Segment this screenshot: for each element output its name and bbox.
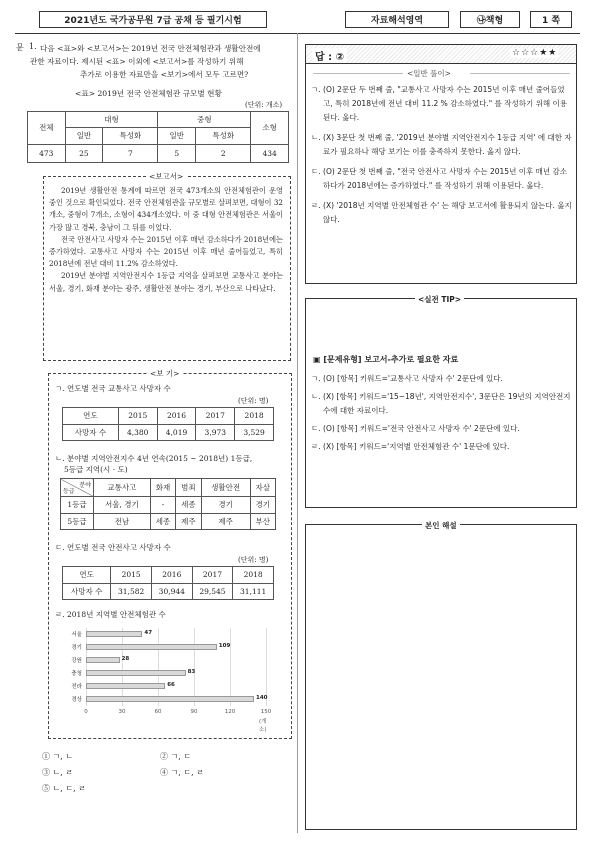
td-medium-special: 2 (196, 144, 251, 162)
chart-gridline (86, 628, 87, 706)
answer-label: 답 : ② (312, 48, 347, 63)
d-r2: 30,944 (151, 583, 192, 600)
option-1[interactable]: ① ㄱ, ㄴ (42, 752, 74, 761)
th-small: 소형 (251, 112, 289, 145)
option-2[interactable]: ② ㄱ, ㄷ (160, 752, 192, 761)
n-title-line: 5등급 지역(시 · 도) (64, 465, 128, 474)
g-r0: 사망자 수 (63, 424, 119, 441)
stem-line: 추가로 이용한 자료만을 <보기>에서 모두 고르면? (80, 70, 249, 79)
tip-title: <실전 TIP> (415, 294, 464, 305)
report-paragraph: 2019년 분야별 지역안전지수 1등급 지역을 살펴보면 교통사고 분야는 서울, 경기, 화재 분야는 광주, 생활안전 분야는 경기, 부산으로 나타났다. (49, 271, 283, 293)
chart-gridline (158, 628, 159, 706)
n-h2: 화재 (150, 479, 175, 497)
n-r2-0: 5등급 (61, 513, 94, 530)
chart-value-label: 140 (256, 695, 268, 701)
chart-bar (86, 683, 165, 689)
chart-value-label: 109 (218, 643, 231, 649)
n-h4: 생활안전 (201, 479, 250, 497)
chart-x-tick-label: 90 (190, 709, 198, 715)
chart-category-label: 경기 (71, 645, 82, 651)
tip-item: ㄹ. (X) [항목] 키워드='지역별 안전체험관 수' 1문단에 있다. (311, 442, 510, 451)
chart-category-label: 서울 (71, 632, 82, 638)
g-r3: 3,973 (196, 424, 235, 441)
g-r1: 4,380 (118, 424, 157, 441)
chart-gridline (194, 628, 195, 706)
section-label: 자료해석영역 (345, 11, 449, 28)
td-large-general: 25 (65, 144, 103, 162)
chart-value-label: 66 (167, 682, 175, 688)
g-h2: 2016 (157, 408, 196, 425)
tip-item: ㄱ. (O) [항목] 키워드='교통사고 사망자 수' 2문단에 있다. (311, 374, 503, 383)
explain-rule-left (313, 73, 403, 74)
explain-title: <일반 풀이> (407, 69, 451, 78)
chart-category-label: 강원 (71, 658, 82, 664)
question-number: 1. (29, 42, 37, 51)
region-bar-chart (60, 624, 280, 734)
chart-x-unit: (개소) (259, 719, 267, 733)
accident-death-table (62, 566, 274, 600)
n-r2-1: 전남 (94, 513, 151, 530)
page-number: 1 쪽 (530, 11, 572, 28)
bogi-g-unit: (단위: 명) (238, 397, 269, 405)
bogi-d-unit: (단위: 명) (238, 556, 269, 564)
column-divider (297, 33, 298, 833)
th-total: 전체 (28, 112, 66, 145)
booklet-label: ㉯책형 (460, 11, 520, 28)
th-medium: 중형 (158, 112, 251, 128)
n-h1: 교통사고 (94, 479, 151, 497)
g-h1: 2015 (118, 408, 157, 425)
th-medium-general: 일반 (158, 128, 196, 144)
chart-gridline (122, 628, 123, 706)
difficulty-stars: ☆☆☆★★ (512, 48, 558, 58)
tip-item: ㄴ. (X) [항목] 키워드='15~18년', 지역안전지수', 3문단은 19년의 지역안전지수에 대한 자료이다. (311, 392, 571, 415)
td-medium-general: 5 (158, 144, 196, 162)
n-diag-header (61, 479, 94, 497)
chart-bar (86, 670, 186, 676)
chart-bar (86, 631, 142, 637)
main-explain-box (305, 524, 577, 830)
size-table (27, 111, 289, 163)
bogi-title: <보 기> (147, 368, 182, 379)
table-unit: (단위: 개소) (245, 101, 283, 109)
d-h3: 2017 (192, 567, 233, 584)
n-title-line: ㄴ. 분야별 지역안전지수 4년 연속(2015 ~ 2018년) 1등급, (55, 454, 253, 463)
explain-body (311, 83, 573, 227)
bogi-g-title: ㄱ. 연도별 전국 교통사고 사망자 수 (55, 384, 171, 393)
tip-item: ㄷ. (O) [항목] 키워드='전국 안전사고 사망자 수' 2문단에 있다. (311, 424, 520, 433)
option-3[interactable]: ③ ㄴ, ㄹ (42, 768, 74, 777)
chart-x-tick-label: 60 (154, 709, 162, 715)
chart-x-tick-label: 0 (84, 709, 88, 715)
chart-value-label: 28 (121, 656, 130, 662)
question-stem (30, 42, 292, 81)
stem-line: 다음 <표>와 <보고서>는 2019년 전국 안전체험관과 생활안전에 (40, 44, 261, 53)
d-h2: 2016 (151, 567, 192, 584)
bogi-r-title: ㄹ. 2018년 지역별 안전체험관 수 (55, 610, 166, 619)
d-h1: 2015 (111, 567, 152, 584)
n-diag-top: 분야 (79, 482, 91, 489)
n-r1-5: 경기 (250, 497, 275, 514)
chart-bar (86, 644, 217, 650)
report-paragraph: 전국 안전사고 사망자 수는 2015년 이후 매년 감소하다가 2018년에는 증가하였다. 교통사고 사망자 수는 2015년 이후 매년 줄어들었고, 특히 2018년에 전년 대비 11.2% 감소하였다. (49, 234, 283, 269)
option-4[interactable]: ④ ㄱ, ㄷ, ㄹ (160, 768, 204, 777)
option-5[interactable]: ⑤ ㄴ, ㄷ, ㄹ (42, 784, 86, 793)
question-side-label: 문 (16, 43, 24, 52)
d-r0: 사망자 수 (63, 583, 111, 600)
safety-index-table (60, 478, 276, 530)
chart-x-tick-label: 150 (260, 709, 272, 715)
bogi-n-title (55, 453, 252, 475)
n-r1-4: 경기 (201, 497, 250, 514)
n-r2-5: 부산 (250, 513, 275, 530)
chart-category-label: 충청 (71, 671, 82, 677)
n-r1-0: 1등급 (61, 497, 94, 514)
g-h0: 연도 (63, 408, 119, 425)
chart-value-label: 47 (144, 630, 153, 636)
n-r2-2: 세종 (150, 513, 175, 530)
n-r2-3: 제주 (176, 513, 201, 530)
n-r2-4: 제주 (201, 513, 250, 530)
g-h3: 2017 (196, 408, 235, 425)
tip-body (311, 372, 573, 454)
main-explain-title: 본인 해설 (422, 520, 460, 531)
n-r1-1: 서울, 경기 (94, 497, 151, 514)
d-r3: 29,545 (192, 583, 233, 600)
n-h5: 자살 (250, 479, 275, 497)
explain-item: ㄷ. (O) 2문단 첫 번째 줄, "전국 안전사고 사망자 수는 2015년 이후 매년 감소하다가 2018년에는 증가하였다." 를 작성하기 위해 이용된다. 옳다. (311, 167, 567, 190)
th-large-general: 일반 (65, 128, 103, 144)
g-h4: 2018 (235, 408, 274, 425)
n-r1-2: - (150, 497, 175, 514)
explain-item: ㄴ. (X) 3문단 첫 번째 줄, '2019년 분야별 지역안전지수 1등급 지역' 에 대한 자료가 필요하나 해당 보기는 이를 충족하지 못한다. 옳지 않다. (311, 133, 572, 156)
chart-bar (86, 657, 120, 663)
td-total: 473 (28, 144, 66, 162)
exam-title: 2021년도 국가공무원 7급 공채 등 필기시험 (39, 11, 267, 28)
bogi-d-title: ㄷ. 연도별 전국 안전사고 사망자 수 (55, 543, 171, 552)
td-small: 434 (251, 144, 289, 162)
stem-line: 관한 자료이다. 제시된 <표> 이외에 <보고서>를 작성하기 위해 (30, 57, 244, 66)
traffic-death-table (62, 407, 274, 441)
chart-value-label: 83 (187, 669, 196, 675)
th-medium-special: 특성화 (196, 128, 251, 144)
report-paragraph: 2019년 생활안전 통계에 따르면 전국 473개소의 안전체험관이 운영 중인 것으로 확인되었다. 전국 안전체험관을 규모별로 살펴보면, 대형이 32개소, 중형이 7개소, 소형이 434개소였다. 이 중 대형 안전체험관은 서울이 가장 많고 경북, 충남이 그 뒤를 이었다. (49, 186, 283, 232)
g-r4: 3,529 (235, 424, 274, 441)
report-body (49, 185, 283, 295)
chart-category-label: 전라 (71, 684, 82, 690)
th-large-special: 특성화 (103, 128, 158, 144)
tip-heading: ▣ [문제유형] 보고서-추가로 필요한 자료 (313, 355, 459, 364)
n-r1-3: 세종 (176, 497, 201, 514)
n-h3: 범죄 (176, 479, 201, 497)
explain-item: ㄱ. (O) 2문단 두 번째 줄, "교통사고 사망자 수는 2015년 이후 매년 줄어들었고, 특히 2018년에 전년 대비 11.2 % 감소하였다." 를 작성하기 위해 이용된다. 옳다. (311, 85, 567, 122)
d-r4: 31,111 (233, 583, 274, 600)
chart-x-tick-label: 120 (224, 709, 236, 715)
chart-gridline (230, 628, 231, 706)
chart-category-label: 경상 (71, 697, 82, 703)
d-r1: 31,582 (111, 583, 152, 600)
td-large-special: 7 (103, 144, 158, 162)
report-title: <보고서> (146, 171, 186, 182)
d-h4: 2018 (233, 567, 274, 584)
n-diag-bottom: 등급 (63, 488, 75, 495)
explain-item: ㄹ. (X) '2018년 지역별 안전체험관 수' 는 해당 보고서에 활용되지 않는다. 옳지 않다. (311, 201, 572, 224)
g-r2: 4,019 (157, 424, 196, 441)
th-large: 대형 (65, 112, 158, 128)
chart-bar (86, 696, 254, 702)
chart-x-tick-label: 30 (118, 709, 126, 715)
table-title: <표> 2019년 전국 안전체험관 규모별 현황 (75, 89, 222, 98)
d-h0: 연도 (63, 567, 111, 584)
explain-rule-right (470, 73, 570, 74)
